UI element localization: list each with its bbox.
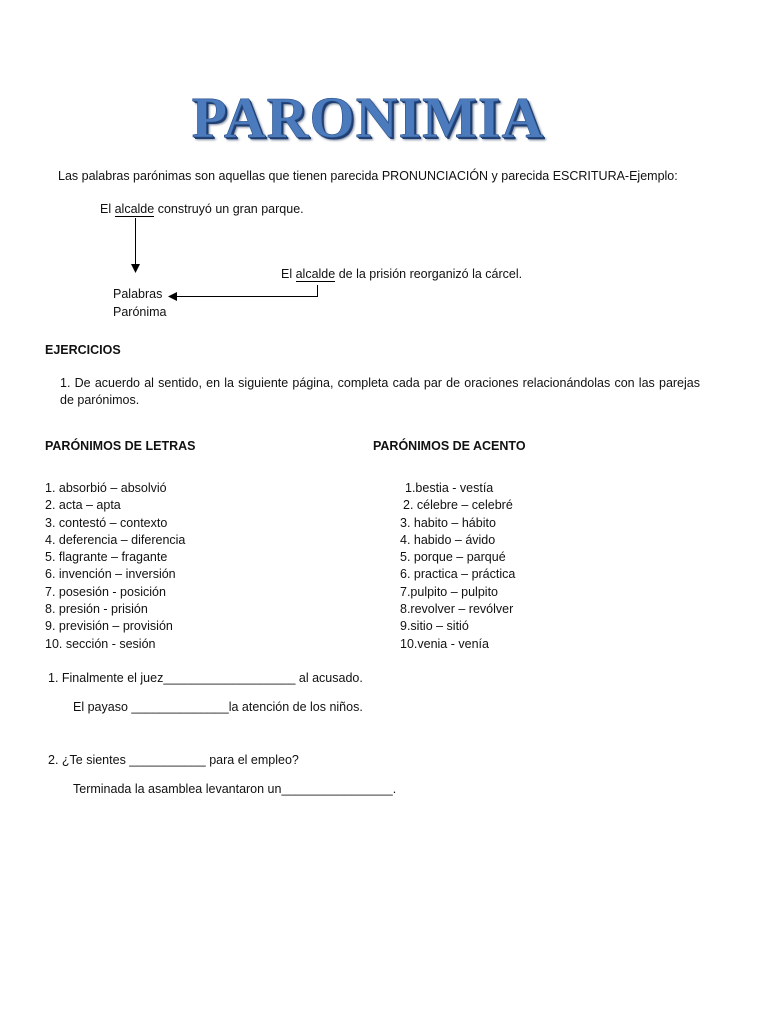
list-item: 7.pulpito – pulpito xyxy=(400,584,498,599)
acento-list xyxy=(400,480,515,653)
example-sentence-2-post: de la prisión reorganizó la cárcel. xyxy=(335,267,523,281)
label-palabras: Palabras xyxy=(113,287,163,301)
list-item: 4. deferencia – diferencia xyxy=(45,532,186,547)
acento-heading: PARÓNIMOS DE ACENTO xyxy=(373,439,526,453)
list-item: 6. invención – inversión xyxy=(45,567,176,582)
arrow-left-icon xyxy=(168,292,177,301)
list-item: 8. presión - prisión xyxy=(45,602,148,617)
example-sentence-1-post: construyó un gran parque. xyxy=(154,202,304,216)
example-word-2: alcalde xyxy=(295,267,336,281)
list-item: 9. previsión – provisión xyxy=(45,619,173,634)
intro-text: Las palabras parónimas son aquellas que tienen parecida PRONUNCIACIÓN y parecida ESCRITURA-Ejemplo: xyxy=(58,169,678,183)
label-paronima: Parónima xyxy=(113,305,167,319)
list-item: 7. posesión - posición xyxy=(45,584,166,599)
arrow-down-icon xyxy=(131,264,140,273)
list-item: 4. habido – ávido xyxy=(400,532,496,547)
list-item: 8.revolver – revólver xyxy=(400,602,514,617)
instruction-text: 1. De acuerdo al sentido, en la siguiente página, completa cada par de oraciones relacionándolas con las parejas de parónimos. xyxy=(60,376,700,407)
list-item: 5. flagrante – fragante xyxy=(45,550,168,565)
arrow-down-line xyxy=(135,218,136,268)
exercise-2b: Terminada la asamblea levantaron un________________. xyxy=(73,782,397,796)
list-item: 2. célebre – celebré xyxy=(403,498,513,513)
example-sentence-1 xyxy=(100,202,304,217)
example-sentence-1-pre: El xyxy=(100,202,115,216)
arrow-left-line xyxy=(176,296,318,297)
list-item: 5. porque – parqué xyxy=(400,550,506,565)
exercise-2a: 2. ¿Te sientes ___________ para el empleo? xyxy=(48,753,299,767)
exercise-1b: El payaso ______________la atención de los niños. xyxy=(73,700,363,714)
ejercicios-heading: EJERCICIOS xyxy=(45,343,121,357)
list-item: 10.venia - venía xyxy=(400,636,489,651)
list-item: 2. acta – apta xyxy=(45,498,121,513)
letras-heading: PARÓNIMOS DE LETRAS xyxy=(45,439,196,453)
list-item: 3. habito – hábito xyxy=(400,515,496,530)
letras-list xyxy=(45,480,185,653)
list-item: 1. absorbió – absolvió xyxy=(45,481,167,495)
example-word-1: alcalde xyxy=(114,202,155,216)
example-sentence-2 xyxy=(281,267,522,282)
exercise-1a: 1. Finalmente el juez___________________ al acusado. xyxy=(48,671,363,685)
list-item: 10. sección - sesión xyxy=(45,636,156,651)
list-item: 3. contestó – contexto xyxy=(45,515,168,530)
page-title: PARONIMIA xyxy=(191,85,545,150)
example-sentence-2-pre: El xyxy=(281,267,296,281)
list-item: 1.bestia - vestía xyxy=(405,481,494,495)
list-item: 9.sitio – sitió xyxy=(400,619,469,634)
list-item: 6. practica – práctica xyxy=(400,567,516,582)
